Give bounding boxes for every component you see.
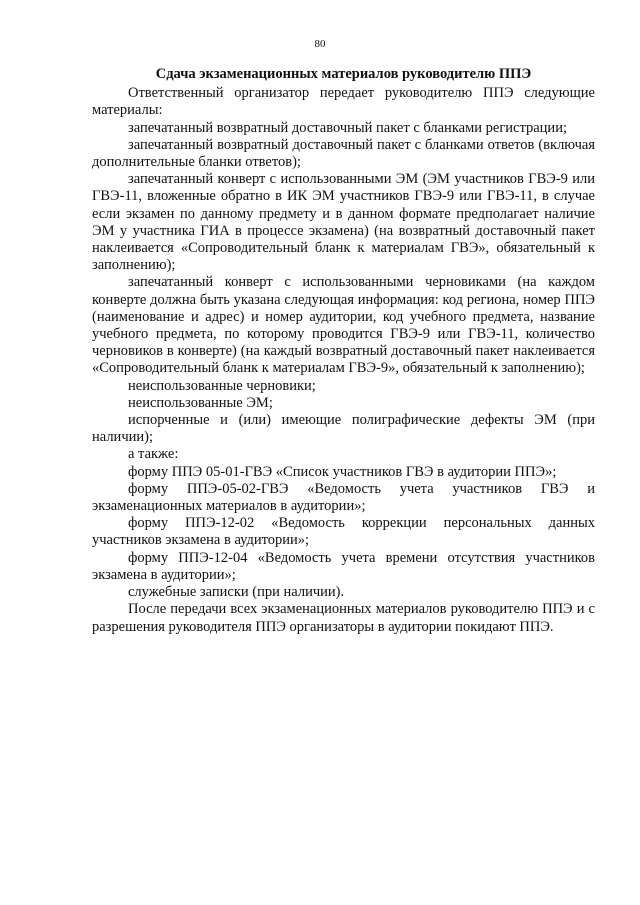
document-body bbox=[92, 66, 595, 636]
page-number: 80 bbox=[314, 38, 326, 50]
list-item: служебные записки (при наличии). bbox=[128, 584, 345, 601]
list-item: испорченные и (или) имеющие полиграфические дефекты ЭМ (при наличии); bbox=[92, 412, 595, 446]
list-item: неиспользованные черновики; bbox=[128, 377, 316, 394]
list-item: форму ППЭ-05-02-ГВЭ «Ведомость учета участников ГВЭ и экзаменационных материалов в аудитории»; bbox=[92, 480, 595, 515]
list-item: запечатанный возвратный доставочный пакет с бланками регистрации; bbox=[128, 119, 567, 136]
list-item: форму ППЭ-12-04 «Ведомость учета времени отсутствия участников экзамена в аудитории»; bbox=[92, 549, 595, 583]
list-item: запечатанный возвратный доставочный пакет с бланками ответов (включая дополнительные бланки ответов); bbox=[92, 136, 595, 171]
list-item: форму ППЭ 05-01-ГВЭ «Список участников ГВЭ в аудитории ППЭ»; bbox=[128, 463, 557, 480]
list-item: запечатанный конверт с использованными ЭМ (ЭМ участников ГВЭ-9 или ГВЭ-11, вложенные обратно в ИК ЭМ участников ГВЭ-9 или ГВЭ-11, в случае если экзамен по данному предмету и в данном формате предполагает наличие ЭМ у участника ГИА в процессе экзамена) (на возвратный доставочный пакет наклеивается «Сопроводительный бланк к материалам ГВЭ», обязательный к заполнению); bbox=[92, 171, 595, 274]
list-item: а также: bbox=[128, 446, 179, 463]
paragraph-closing: После передачи всех экзаменационных материалов руководителю ППЭ и с разрешения руководителя ППЭ организаторы в аудитории покидают ППЭ. bbox=[92, 601, 595, 635]
list-item: неиспользованные ЭМ; bbox=[128, 394, 273, 411]
section-heading: Сдача экзаменационных материалов руководителю ППЭ bbox=[155, 66, 532, 82]
paragraph-intro: Ответственный организатор передает руководителю ППЭ следующие материалы: bbox=[92, 85, 595, 119]
list-item: форму ППЭ-12-02 «Ведомость коррекции персональных данных участников экзамена в аудитории»; bbox=[92, 515, 595, 549]
list-item: запечатанный конверт с использованными черновиками (на каждом конверте должна быть указана следующая информация: код региона, номер ППЭ (наименование и адрес) и номер аудитории, код учебного предмета, название учебного предмета, по которому проводится ГВЭ-9 или ГВЭ-11, количество черновиков в конверте) (на каждый возвратный доставочный пакет наклеивается «Сопроводительный бланк к материалам ГВЭ-9», обязательный к заполнению); bbox=[92, 274, 595, 377]
